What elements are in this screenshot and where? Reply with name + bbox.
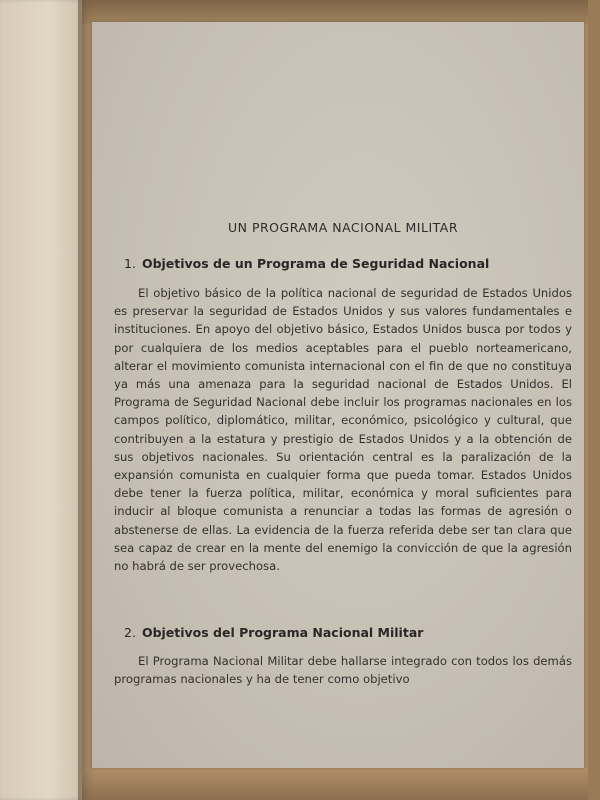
section-2-number: 2.	[124, 625, 136, 640]
section-1-heading	[124, 256, 489, 271]
document-page	[92, 22, 584, 768]
section-2-paragraph: El Programa Nacional Militar debe hallarse integrado con todos los demás programas nacionales y ha de tener como objetivo	[114, 654, 572, 687]
section-1-heading-text: Objetivos de un Programa de Seguridad Nacional	[141, 256, 490, 271]
section-2-heading-text: Objetivos del Programa Nacional Militar	[141, 625, 424, 640]
left-page-edge	[0, 0, 82, 800]
section-1-paragraph: El objetivo básico de la política nacional de seguridad de Estados Unidos es preservar la seguridad de Estados Unidos y sus valores fundamentales e instituciones. En apoyo del objetivo básico, Estados Unidos busca por todos y por cualquiera de los medios aceptables para el pueblo norteamericano, alterar el movimiento comunista internacional con el fin de que no constituya ya más una amenaza para la seguridad nacional de Estados Unidos. El Programa de Seguridad Nacional debe incluir los programas nacionales en los campos político, diplomático, militar, económico, psicológico y cultural, que contribuyen a la estatura y prestigio de Estados Unidos y a la obtención de sus objetivos nacionales. Su orientación central es la paralización de la expansión comunista en cualquier forma que pueda tomar. Estados Unidos debe tener la fuerza política, militar, económica y moral suficientes para inducir al bloque comunista a renunciar a todas las formas de agresión o abstenerse de ellas. La evidencia de la fuerza referida debe ser tan clara que sea capaz de crear en la mente del enemigo la convicción de que la agresión no habrá de ser provechosa.	[114, 286, 572, 574]
section-1-number: 1.	[124, 256, 136, 271]
section-2-heading	[124, 625, 423, 640]
wood-table-right	[588, 0, 600, 800]
document-title: UN PROGRAMA NACIONAL MILITAR	[227, 220, 459, 235]
